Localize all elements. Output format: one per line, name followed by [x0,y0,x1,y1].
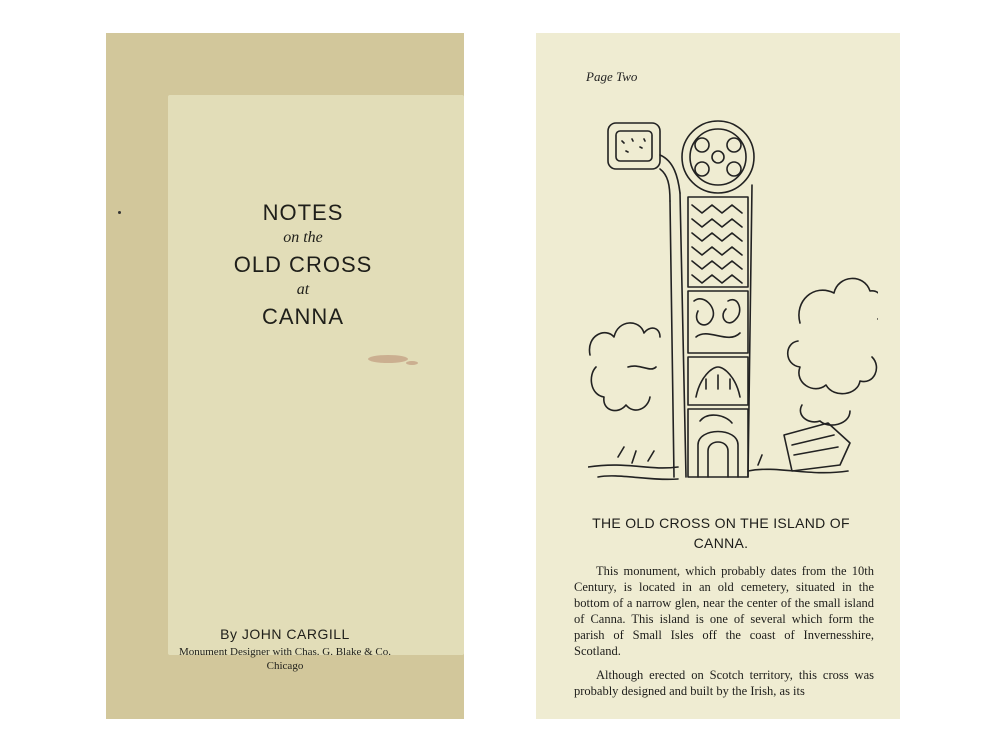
article-heading: THE OLD CROSS ON THE ISLAND OF CANNA. [592,515,850,551]
cover-stain [406,361,418,365]
cover-title-at: at [296,280,310,298]
cover-title-canna: CANNA [261,303,344,329]
paragraph-1: This monument, which probably dates from the 10th Century, is located in an old cemetery, situated in the bottom of a narrow glen, near the center of the small island of Canna. This island is one of several which form the parish of Small Isles off the coast of Invernesshire, Scotland. [574,564,874,658]
cover-title [198,201,408,333]
cover-title-notes: NOTES [262,200,344,225]
cover-label-area [168,95,464,655]
booklet-cover [106,33,464,719]
paragraph-2: Although erected on Scotch territory, this cross was probably designed and built by the Irish, as its [574,668,874,698]
cover-author: By JOHN CARGILL [220,626,350,642]
cover-title-old-cross: OLD CROSS [233,251,373,277]
cover-title-on-the: on the [283,229,323,247]
cover-author-role: Monument Designer with Chas. G. Blake & Co. [178,646,392,658]
cover-author-block [106,626,464,674]
page-number-label: Page Two [586,69,638,84]
page-two [536,33,900,719]
cover-speck [118,211,121,214]
cover-stain [368,355,408,363]
article-body [574,563,874,707]
celtic-cross-illustration [588,105,878,485]
cover-author-city: Chicago [266,660,304,672]
